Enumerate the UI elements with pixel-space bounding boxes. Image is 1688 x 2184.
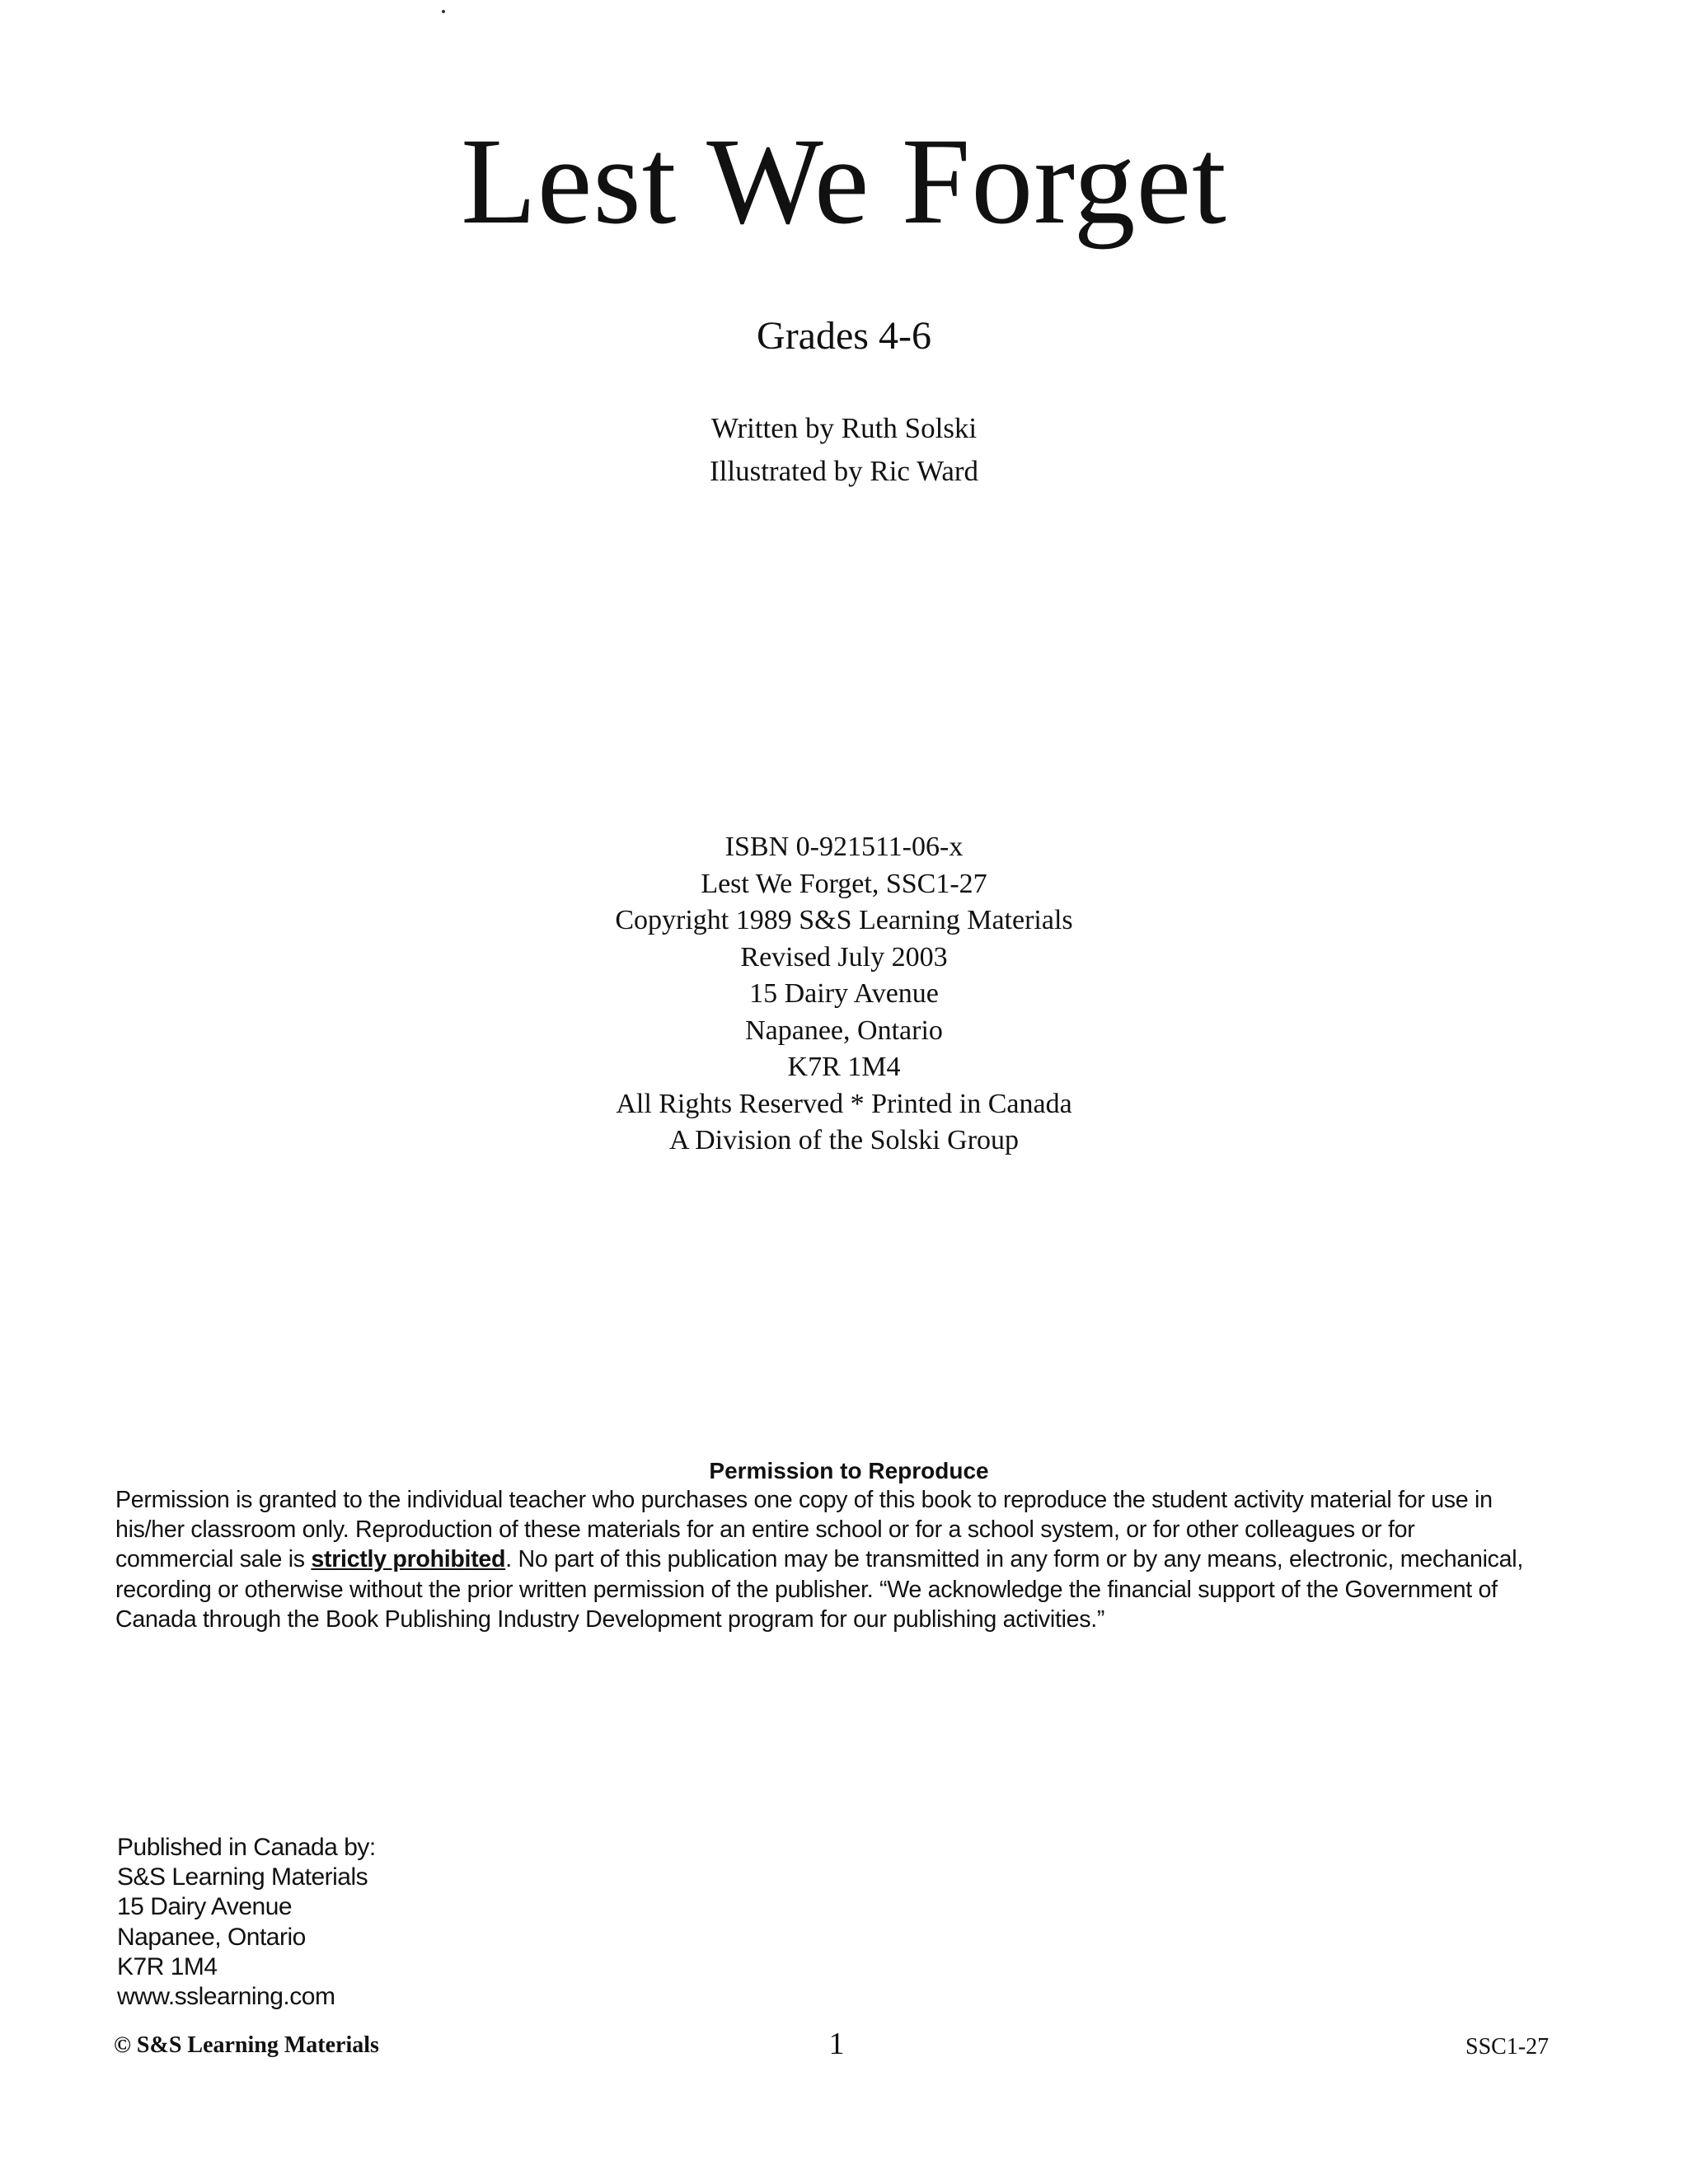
rights-line: All Rights Reserved * Printed in Canada	[616, 1088, 1072, 1119]
publisher-postal: K7R 1M4	[117, 1952, 218, 1980]
published-by-line: Published in Canada by:	[117, 1834, 376, 1861]
permission-heading: Permission to Reproduce	[709, 1458, 989, 1483]
illustrator-credit: Illustrated by Ric Ward	[709, 455, 979, 487]
publisher-city: Napanee, Ontario	[117, 1923, 306, 1951]
revised-line: Revised July 2003	[740, 941, 948, 972]
page-number: 1	[828, 2027, 845, 2061]
permission-emphasis: strictly prohibited	[311, 1546, 506, 1573]
permission-text-after: . No part of this publication may be transmitted in any form or by any means, electronic, mechanical, recording or otherwise without the prior written permission of the publisher. “We acknowledge the financial support of the Government of Canada through the Book Publishing Industry Development program for our publishing activities.”	[115, 1546, 1523, 1633]
credits-block	[0, 407, 1688, 493]
publisher-block	[117, 1833, 376, 2012]
series-line: Lest We Forget, SSC1-27	[701, 868, 987, 899]
imprint-block	[0, 829, 1688, 1160]
address-street: 15 Dairy Avenue	[749, 978, 939, 1009]
permission-text-before: Permission is granted to the individual teacher who purchases one copy of this book to reproduce the student activity material for use in his/her classroom only. Reproduction of these materials for an entire school or for a school system, or for other colleagues or for commercial sale is	[115, 1487, 1493, 1573]
footer-code: SSC1-27	[1465, 2034, 1550, 2060]
publisher-street: 15 Dairy Avenue	[117, 1893, 293, 1921]
author-credit: Written by Ruth Solski	[710, 412, 978, 444]
permission-section	[115, 1457, 1533, 1634]
division-line: A Division of the Solski Group	[668, 1125, 1020, 1155]
grade-level: Grades 4-6	[757, 314, 931, 358]
address-city: Napanee, Ontario	[745, 1015, 943, 1046]
footer-copyright: © S&S Learning Materials	[114, 2032, 379, 2058]
address-postal: K7R 1M4	[787, 1052, 901, 1082]
scan-speck	[442, 10, 445, 13]
publisher-name: S&S Learning Materials	[117, 1863, 368, 1891]
book-title: Lest We Forget	[461, 113, 1227, 250]
permission-text	[115, 1485, 1533, 1634]
copyright-line: Copyright 1989 S&S Learning Materials	[615, 905, 1073, 935]
publisher-website: www.sslearning.com	[117, 1983, 335, 2011]
isbn-line: ISBN 0-921511-06-x	[724, 832, 964, 862]
